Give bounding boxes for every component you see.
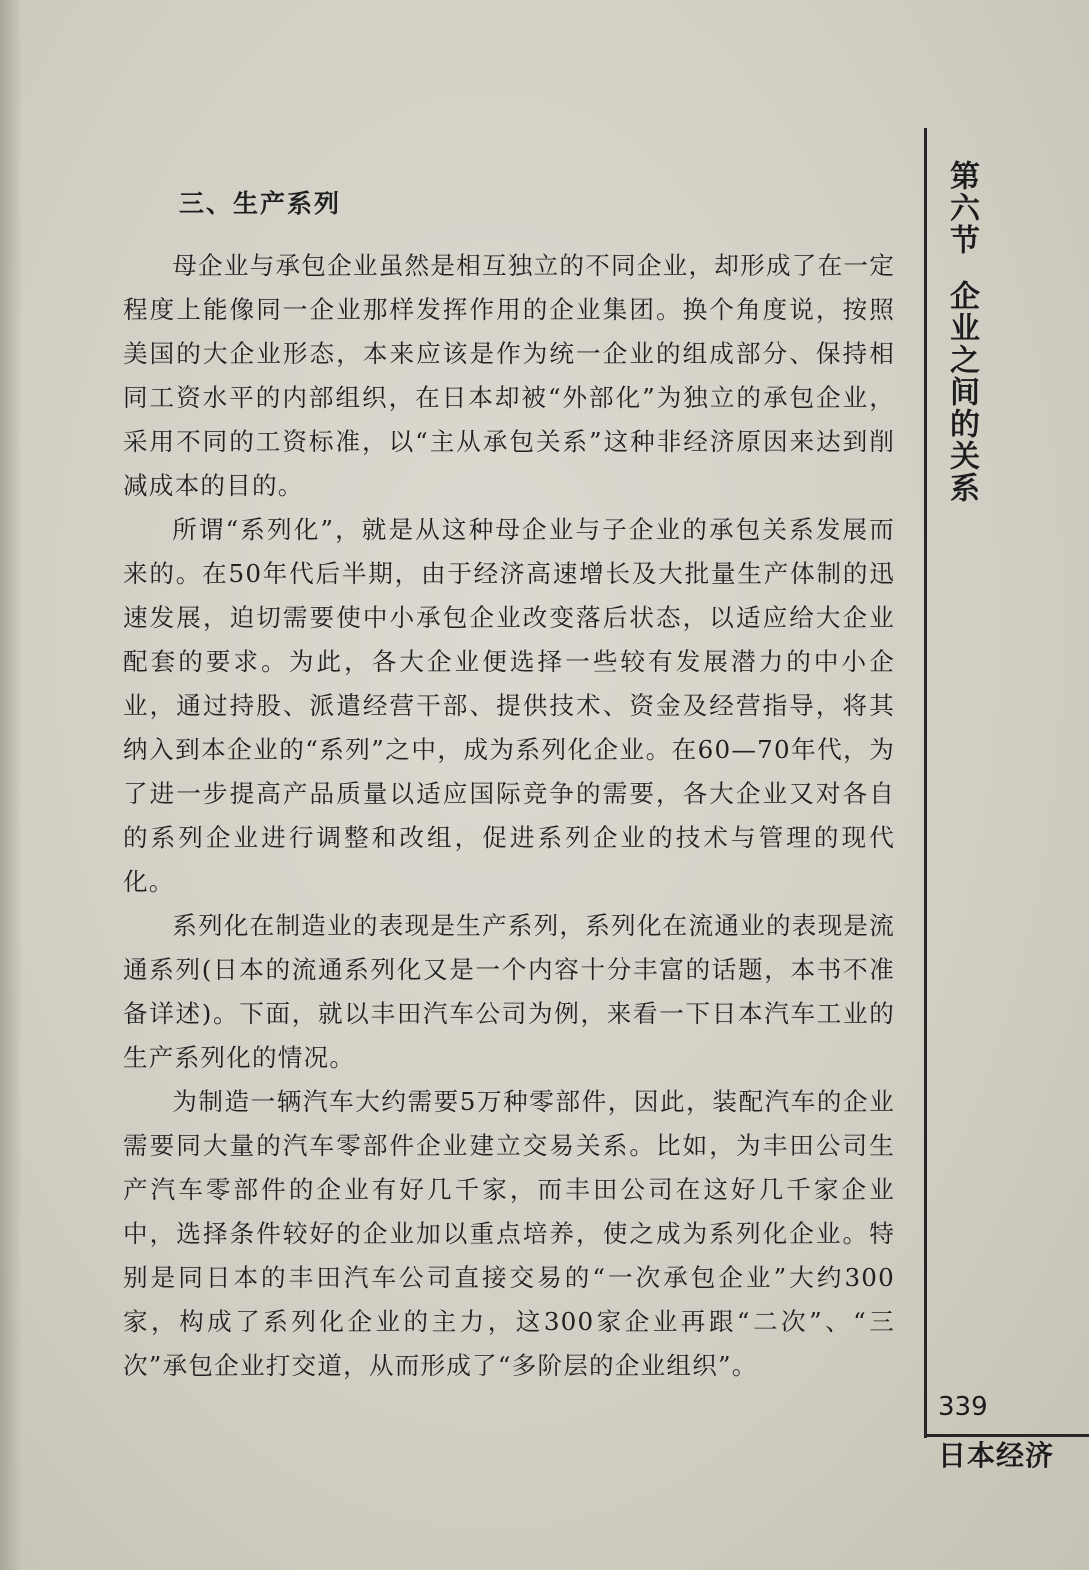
section-title: 企业之间的关系 (944, 280, 979, 504)
paragraph-1: 母企业与承包企业虽然是相互独立的不同企业，却形成了在一定程度上能像同一企业那样发挥作用的企业集团。换个角度说，按照美国的大企业形态，本来应该是作为统一企业的组成部分、保持相同工资水平的内部组织，在日本却被“外部化”为独立的承包企业，采用不同的工资标准，以“主从承包关系”这种非经济原因来达到削减成本的目的。 (123, 251, 895, 500)
main-text (123, 180, 895, 1388)
paragraph-4: 为制造一辆汽车大约需要5万种零部件，因此，装配汽车的企业需要同大量的汽车零部件企业建立交易关系。比如，为丰田公司生产汽车零部件的企业有好几千家，而丰田公司在这好几千家企业中，选择条件较好的企业加以重点培养，使之成为系列化企业。特别是同日本的丰田汽车公司直接交易的“一次承包企业”大约300家，构成了系列化企业的主力，这300家企业再跟“二次”、“三次”承包企业打交道，从而形成了“多阶层的企业组织”。 (123, 1087, 895, 1380)
page-number: 339 (938, 1392, 988, 1422)
section-number: 第六节 (944, 160, 979, 256)
paragraph-2: 所谓“系列化”，就是从这种母企业与子企业的承包关系发展而来的。在50年代后半期，由于经济高速增长及大批量生产体制的迅速发展，迫切需要使中小承包企业改变落后状态，以适应给大企业配套的要求。为此，各大企业便选择一些较有发展潜力的中小企业，通过持股、派遣经营干部、提供技术、资金及经营指导，将其纳入到本企业的“系列”之中，成为系列化企业。在60—70年代，为了进一步提高产品质量以适应国际竞争的需要，各大企业又对各自的系列企业进行调整和改组，促进系列企业的技术与管理的现代化。 (123, 515, 895, 896)
page-gutter-shadow (0, 0, 22, 1570)
sidebar-vertical-rule (924, 128, 927, 1438)
running-header-vertical (934, 160, 980, 580)
book-title: 日本经济 (938, 1439, 1055, 1472)
section-heading: 三、生产系列 (179, 189, 342, 218)
paragraph-3: 系列化在制造业的表现是生产系列，系列化在流通业的表现是流通系列(日本的流通系列化又是一个内容十分丰富的话题，本书不准备详述)。下面，就以丰田汽车公司为例，来看一下日本汽车工业的生产系列化的情况。 (123, 911, 895, 1072)
